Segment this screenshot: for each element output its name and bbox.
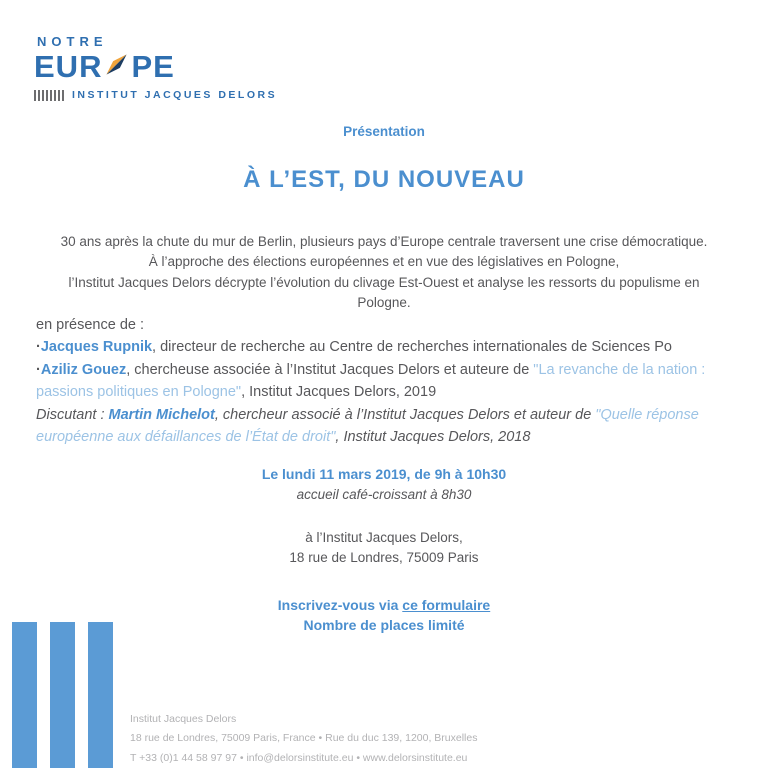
speaker-name-gouez: Aziliz Gouez [40,361,127,378]
speakers-heading: en présence de : [36,317,145,333]
barcode-icon [34,90,64,101]
registration-prefix: Inscrivez-vous via [277,596,403,613]
speaker-line-rupnik [36,336,734,358]
discussant-label: Discutant : [36,406,109,423]
intro-line-3: l’Institut Jacques Delors décrypte l’évolution du clivage Est-Ouest et analyse les ressorts du populisme en Pologne. [68,274,700,310]
speakers-section [36,314,734,449]
intro-line-2: À l’approche des élections européennes et en vue des législatives en Pologne, [148,254,620,270]
speaker-line-gouez [36,359,734,404]
speaker-desc-gouez: , chercheuse associée à l’Institut Jacques Delors et auteure de [126,361,534,378]
footer-flag-bars [12,622,113,768]
footer-institute-name: Institut Jacques Delors [130,713,237,725]
publication-ref-michelot: , Institut Jacques Delors, 2018 [335,429,531,446]
bullet-icon: · [36,339,41,356]
speaker-desc-rupnik: , directeur de recherche au Centre de recherches internationales de Sciences Po [152,339,672,356]
event-datetime: Le lundi 11 mars 2019, de 9h à 10h30 [261,466,507,482]
speaker-desc-michelot: , chercheur associé à l’Institut Jacques Delors et auteur de [214,406,596,423]
event-kicker: Présentation [343,124,425,139]
venue-line-1: à l’Institut Jacques Delors, [305,530,463,545]
flag-bar [88,622,113,768]
flag-bar [50,622,75,768]
publication-ref-gouez: , Institut Jacques Delors, 2019 [241,384,437,401]
compass-icon [103,51,130,78]
bullet-icon: · [36,361,41,378]
registration-link[interactable]: ce formulaire [402,596,491,613]
speaker-name-rupnik: Jacques Rupnik [40,339,153,356]
intro-line-1: 30 ans après la chute du mur de Berlin, plusieurs pays d’Europe centrale traversent une crise démocratique. [60,234,708,249]
event-venue [0,528,768,569]
registration-line [0,597,768,613]
footer-contact: T +33 (0)1 44 58 97 97 • info@delorsinstitute.eu • www.delorsinstitute.eu [130,751,468,764]
event-welcome-note: accueil café-croissant à 8h30 [296,487,472,502]
footer-contact-block [130,710,477,768]
publication-title-gouez: "La revanche de la nation : passions politiques en Pologne" [36,361,706,401]
capacity-note: Nombre de places limité [303,616,465,633]
logo-europe-right: PE [131,49,175,84]
page-title: À L’EST, DU NOUVEAU [243,166,525,193]
footer-addresses: 18 rue de Londres, 75009 Paris, France • Rue du duc 139, 1200, Bruxelles [130,732,478,745]
logo-notre-text: NOTRE [37,34,108,49]
venue-line-2: 18 rue de Londres, 75009 Paris [289,550,479,566]
logo-europe-text [34,51,277,82]
speaker-name-michelot: Martin Michelot [108,406,215,423]
publication-title-michelot: "Quelle réponse européenne aux défaillances de l’État de droit" [36,406,699,446]
event-details [0,466,768,633]
logo-institute-row [34,89,277,101]
logo [34,34,277,101]
logo-europe-left: EUR [34,49,103,84]
speaker-line-michelot [36,404,734,449]
intro-paragraph [40,232,728,313]
flag-bar [12,622,37,768]
logo-institute-text: INSTITUT JACQUES DELORS [72,89,278,101]
